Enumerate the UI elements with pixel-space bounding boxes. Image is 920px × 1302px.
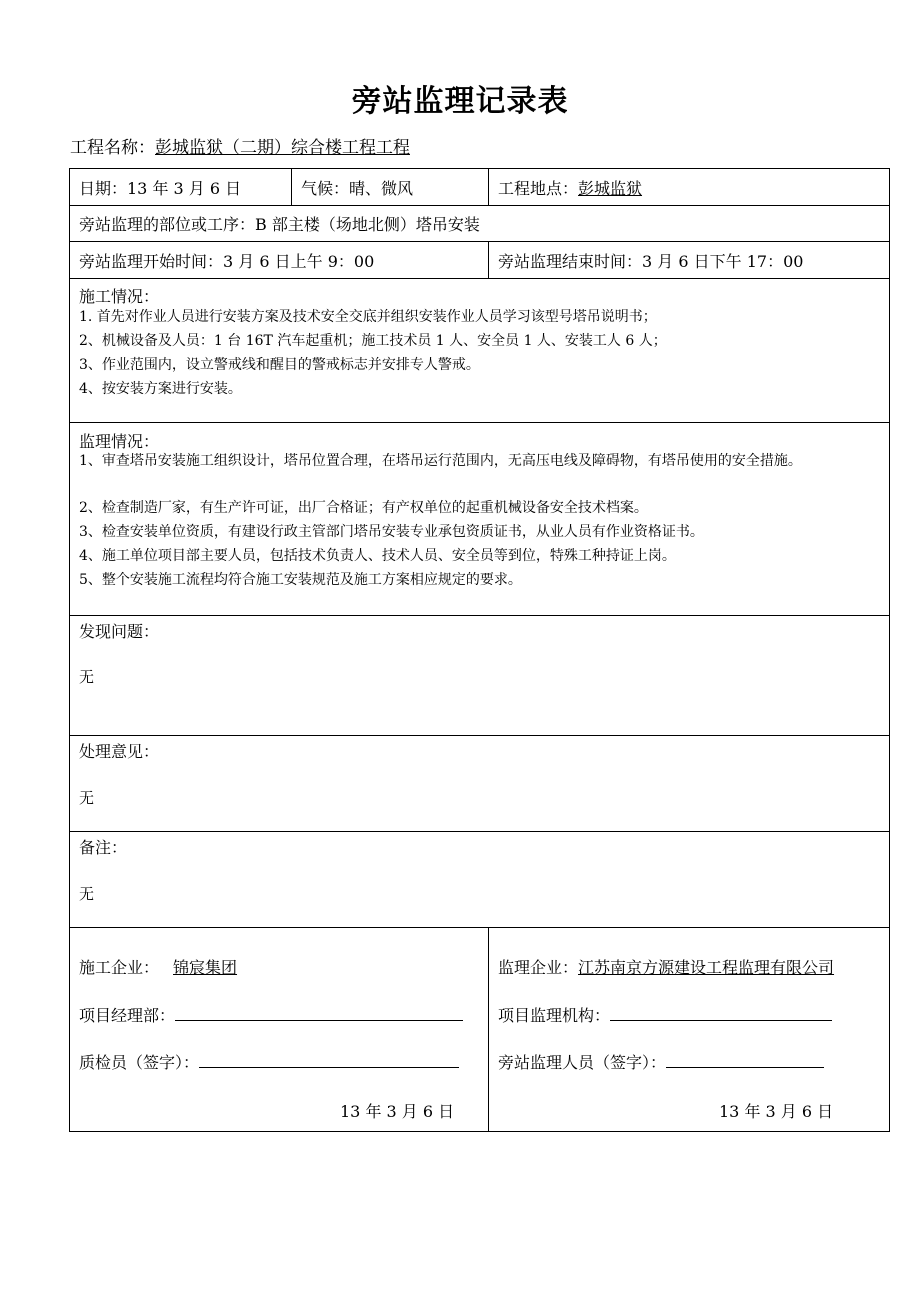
construction-item-2: 2、机械设备及人员：1 台 16T 汽车起重机；施工技术员 1 人、安全员 1 人、安装工人 6 人； — [79, 333, 667, 349]
contractor-company-line — [79, 955, 263, 978]
remarks-section — [70, 832, 889, 928]
part-text: 旁站监理的部位或工序：B 部主楼（场地北侧）塔吊安装 — [79, 215, 480, 234]
start-time-text: 旁站监理开始时间：3 月 6 日上午 9：00 — [79, 251, 375, 271]
supervision-org-line — [498, 1003, 832, 1026]
remarks-value: 无 — [79, 885, 95, 903]
header-row — [70, 169, 889, 206]
supervision-item-5: 5、整个安装施工流程均符合施工安装规范及施工方案相应规定的要求。 — [79, 572, 522, 588]
supervision-item-4: 4、施工单位项目部主要人员，包括技术负责人、技术人员、安全员等到位，特殊工种持证上岗。 — [79, 548, 676, 564]
time-row — [70, 242, 889, 279]
supervision-org-label: 项目监理机构： — [498, 1006, 611, 1025]
construction-item-1: 1. 首先对作业人员进行安装方案及技术安全交底并组织安装作业人员学习该型号塔吊说明书； — [79, 309, 657, 325]
problems-title: 发现问题： — [79, 622, 160, 641]
project-name-value: 彭城监狱（二期）综合楼工程工程 — [155, 138, 410, 158]
weather-cell — [291, 169, 488, 205]
construction-item-4: 4、按安装方案进行安装。 — [79, 381, 242, 397]
supervisor-company-label: 监理企业： — [498, 958, 579, 977]
supervision-item-1: 1、审查塔吊安装施工组织设计，塔吊位置合理，在塔吊运行范围内，无高压电线及障碍物，有塔吊使用的安全措施。 — [79, 453, 802, 469]
date-cell — [70, 169, 291, 205]
end-time-cell — [488, 242, 889, 278]
location-value: 彭城监狱 — [578, 178, 643, 198]
contractor-company-value: 锦宸集团 — [173, 958, 238, 977]
remarks-title: 备注： — [79, 838, 128, 857]
construction-item-3: 3、作业范围内，设立警戒线和醒目的警戒标志并安排专人警戒。 — [79, 357, 480, 373]
location-label: 工程地点： — [498, 178, 579, 198]
date-text: 日期：13 年 3 月 6 日 — [79, 178, 242, 198]
project-name-label: 工程名称： — [70, 138, 155, 158]
handling-section — [70, 736, 889, 832]
project-manager-line — [79, 1003, 463, 1026]
inspector-label: 质检员（签字）： — [79, 1053, 200, 1072]
location-cell — [488, 169, 889, 205]
inspector-signature-blank[interactable] — [199, 1051, 459, 1068]
signature-section — [70, 928, 889, 1131]
supervision-org-signature-blank[interactable] — [610, 1004, 832, 1021]
project-name-line — [70, 133, 410, 158]
supervisor-sign-date: 13 年 3 月 6 日 — [719, 1102, 834, 1121]
inspector-line — [79, 1050, 459, 1073]
supervision-item-2: 2、检查制造厂家，有生产许可证，出厂合格证；有产权单位的起重机械设备安全技术档案。 — [79, 500, 648, 516]
supervisor-company-line — [498, 955, 834, 978]
supervisor-person-signature-blank[interactable] — [666, 1051, 824, 1068]
supervisor-person-line — [498, 1050, 824, 1073]
problems-section — [70, 616, 889, 736]
supervisor-sign-cell — [488, 928, 889, 1131]
project-manager-signature-blank[interactable] — [175, 1004, 463, 1021]
record-form — [69, 168, 890, 1132]
part-cell — [70, 206, 889, 241]
handling-title: 处理意见： — [79, 742, 160, 761]
supervisor-company-value: 江苏南京方源建设工程监理有限公司 — [578, 958, 835, 977]
part-row — [70, 206, 889, 242]
project-manager-label: 项目经理部： — [79, 1006, 176, 1025]
contractor-sign-date: 13 年 3 月 6 日 — [340, 1102, 455, 1121]
start-time-cell — [70, 242, 488, 278]
weather-text: 气候：晴、微风 — [301, 178, 414, 198]
supervisor-person-label: 旁站监理人员（签字）： — [498, 1053, 667, 1072]
supervision-item-3: 3、检查安装单位资质，有建设行政主管部门塔吊安装专业承包资质证书，从业人员有作业资格证书。 — [79, 524, 704, 540]
construction-title: 施工情况： — [79, 287, 160, 306]
end-time-text: 旁站监理结束时间：3 月 6 日下午 17：00 — [498, 251, 804, 271]
supervision-title: 监理情况： — [79, 432, 160, 451]
handling-value: 无 — [79, 789, 95, 807]
supervision-section — [70, 423, 889, 616]
page-title: 旁站监理记录表 — [351, 84, 569, 119]
contractor-company-label: 施工企业： — [79, 958, 160, 977]
problems-value: 无 — [79, 668, 95, 686]
construction-section — [70, 279, 889, 423]
contractor-sign-cell — [70, 928, 488, 1131]
